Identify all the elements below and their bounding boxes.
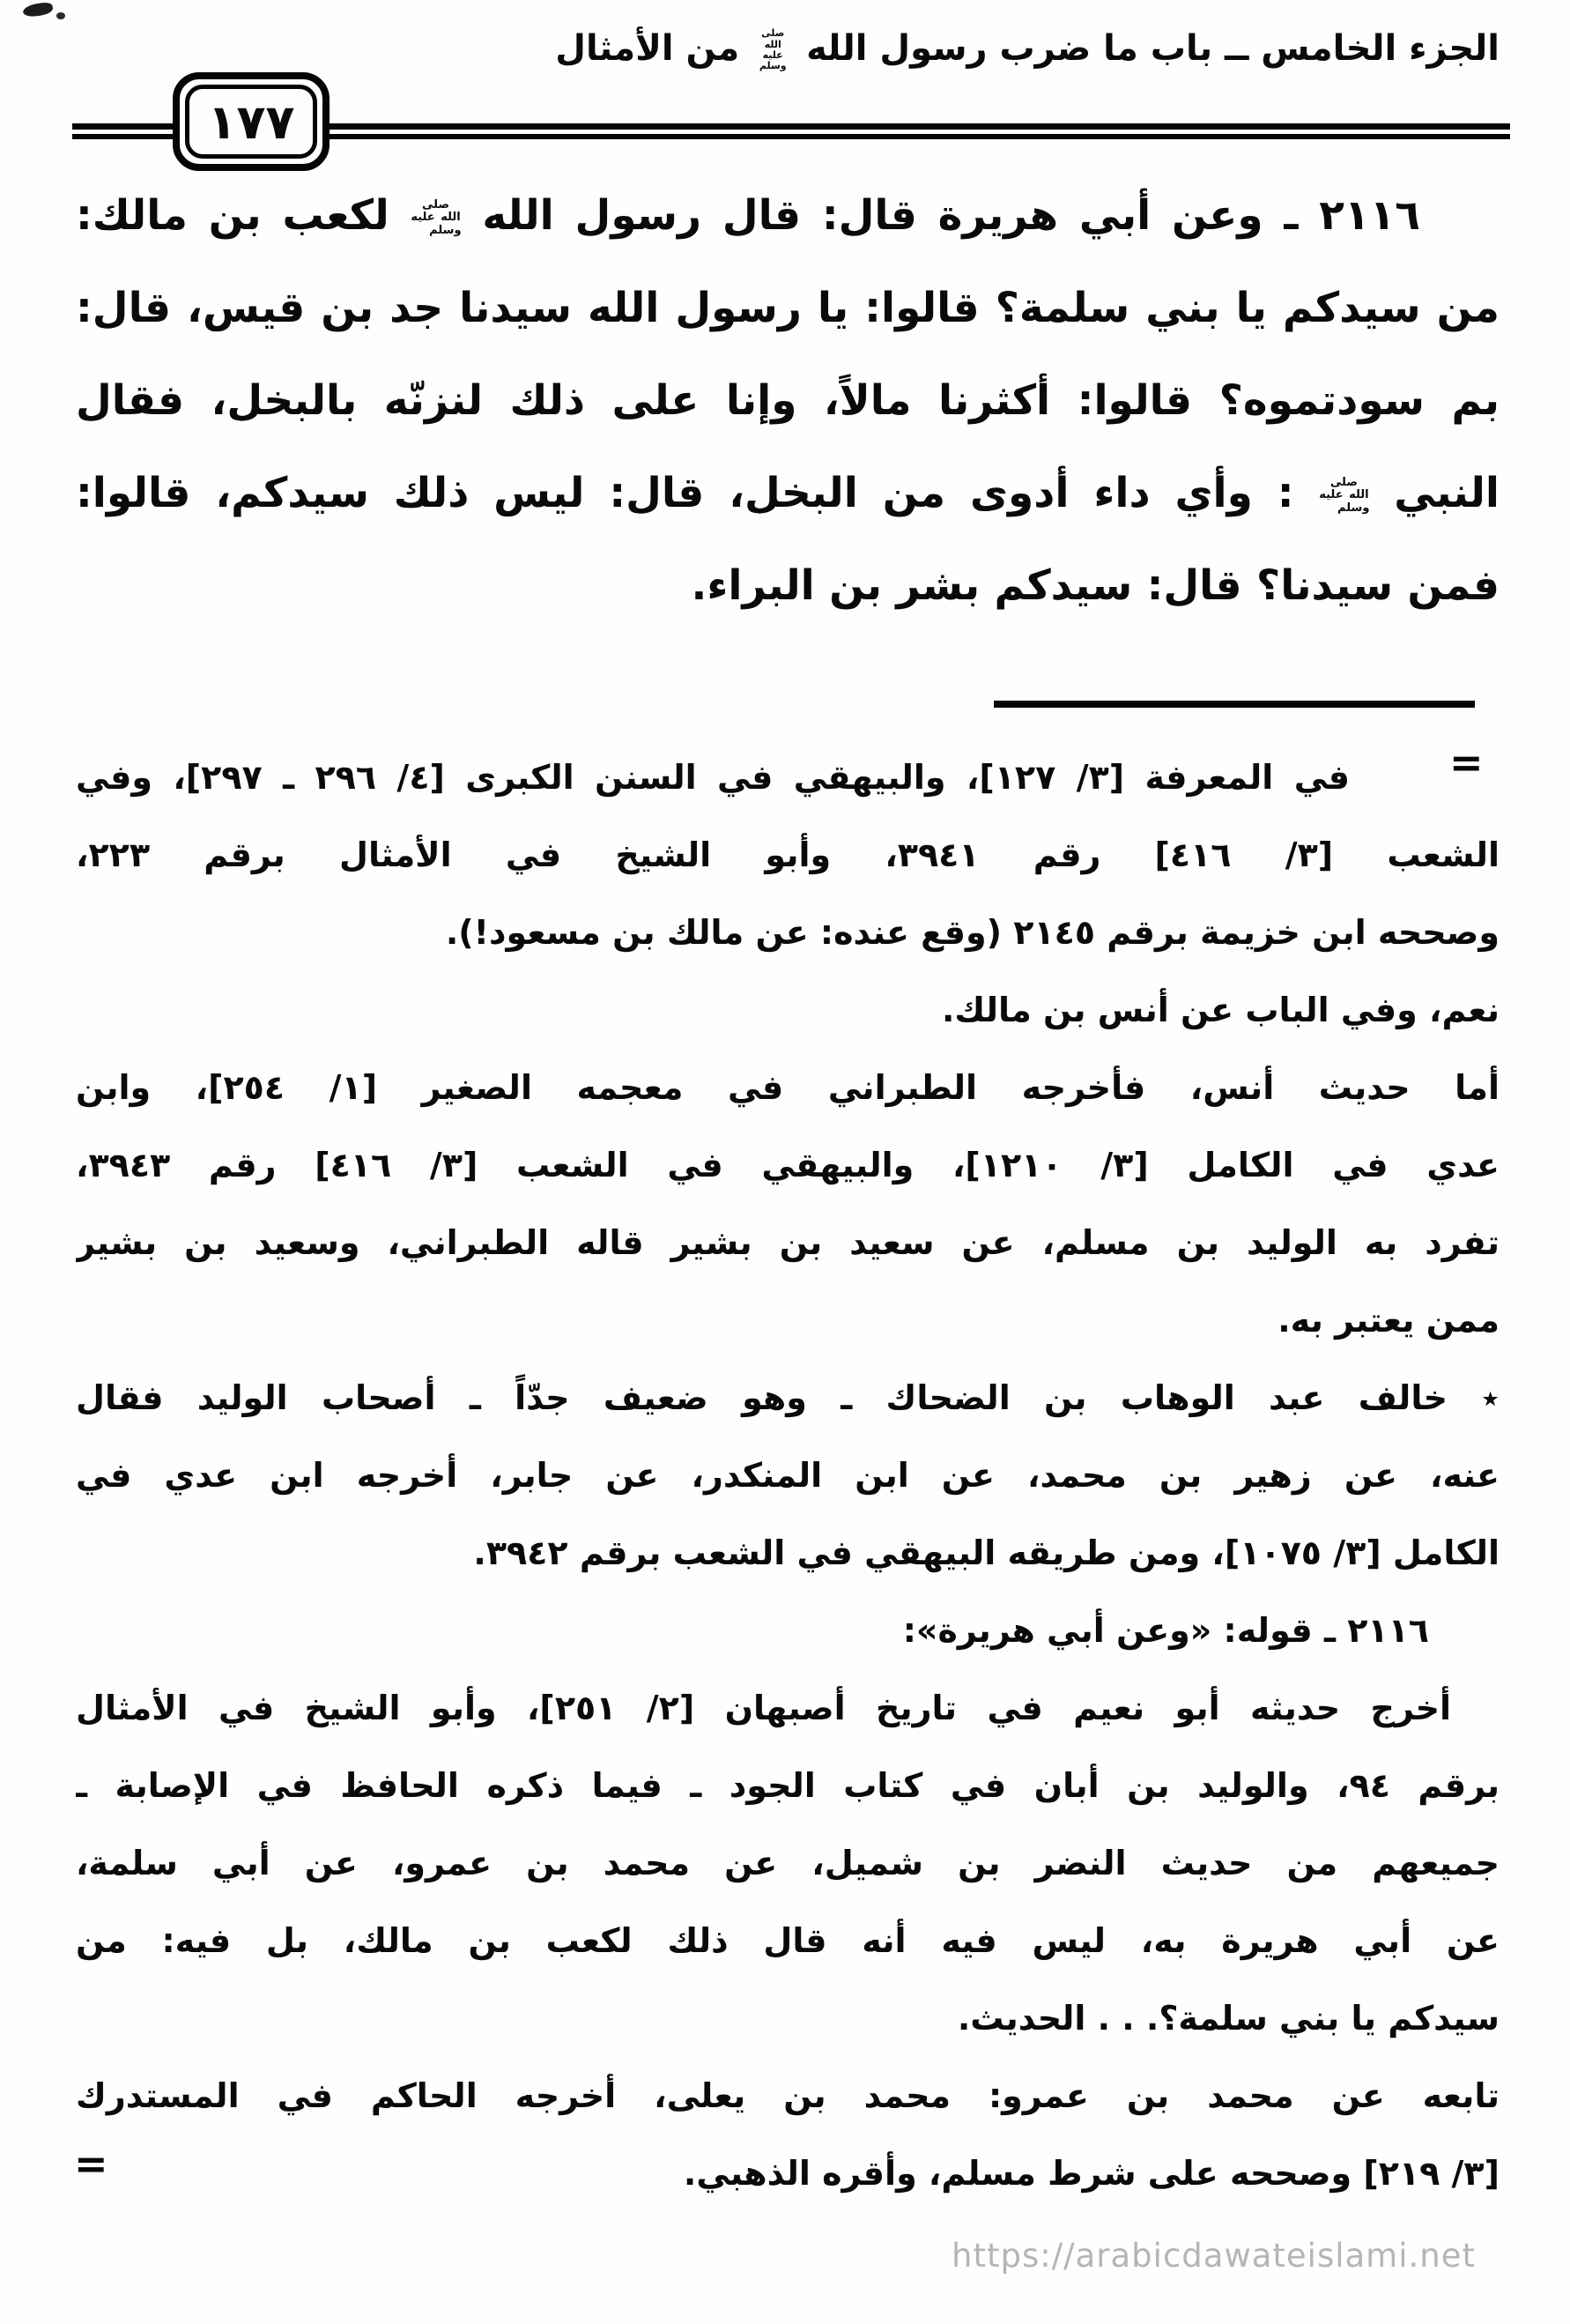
- footnote-line: عنه، عن زهير بن محمد، عن ابن المنكدر، عن جابر، أخرجه ابن عدي في: [76, 1456, 1500, 1495]
- footnote-line: أما حديث أنس، فأخرجه الطبراني في معجمه الصغير [١/ ٢٥٤]، وابن: [76, 1068, 1500, 1107]
- footnote-section: [76, 739, 1500, 2212]
- scan-speck: [22, 2, 54, 19]
- footnote-line: تابعه عن محمد بن عمرو: محمد بن يعلى، أخرجه الحاكم في المستدرك: [76, 2076, 1500, 2115]
- salawat-symbol: صلى الله عليه وسلم: [759, 27, 787, 72]
- footnote-line: الشعب [٣/ ٤١٦] رقم ٣٩٤١، وأبو الشيخ في الأمثال برقم ٢٢٣،: [76, 835, 1500, 874]
- page-number-badge: [173, 72, 330, 171]
- footnote-line: أخرج حديثه أبو نعيم في تاريخ أصبهان [٢/ ٢٥١]، وأبو الشيخ في الأمثال: [76, 1689, 1451, 1727]
- hadith-text: لكعب بن مالك:: [76, 191, 389, 240]
- footnote-line: سيدكم يا بني سلمة؟. . . الحديث.: [957, 1999, 1500, 2038]
- page-number-frame: [185, 85, 317, 159]
- hadith-line: [76, 354, 1500, 447]
- continuation-mark-bottom: =: [74, 2140, 108, 2187]
- chapter-header-text: الجزء الخامس ــ باب ما ضرب رسول الله: [806, 28, 1500, 69]
- hadith-text: النبي: [1394, 469, 1500, 517]
- continuation-mark-top: =: [1449, 739, 1484, 786]
- hadith-text: ٢١١٦ ـ وعن أبي هريرة قال: قال رسول الله: [482, 191, 1420, 240]
- footnote-line: تفرد به الوليد بن مسلم، عن سعيد بن بشير قاله الطبراني، وسعيد بن بشير: [76, 1223, 1500, 1262]
- hadith-text: بم سودتموه؟ قالوا: أكثرنا مالاً، وإنا على ذلك لنزنّه بالبخل، فقال: [76, 376, 1500, 425]
- footnote-line: [٣/ ٢١٩] وصححه على شرط مسلم، وأقره الذهبي.: [683, 2154, 1500, 2193]
- page-number: ١٧٧: [207, 93, 295, 150]
- hadith-line: [76, 262, 1500, 354]
- footnote-line: برقم ٩٤، والوليد بن أبان في كتاب الجود ـ فيما ذكره الحافظ في الإصابة ـ: [76, 1766, 1500, 1805]
- chapter-header: [264, 26, 1500, 72]
- footnote-line: جميعهم من حديث النضر بن شميل، عن محمد بن عمرو، عن أبي سلمة،: [76, 1844, 1500, 1882]
- footnote-line: ممن يعتبر به.: [1277, 1301, 1500, 1340]
- footnote-line: ٢١١٦ ـ قوله: «وعن أبي هريرة»:: [902, 1611, 1429, 1650]
- footnote-line: في المعرفة [٣/ ١٢٧]، والبيهقي في السنن الكبرى [٤/ ٢٩٦ ـ ٢٩٧]، وفي: [76, 758, 1351, 797]
- hadith-line: [76, 447, 1500, 539]
- salawat-symbol: صلى الله عليه وسلم: [411, 197, 462, 237]
- footnote-line: ٭ خالف عبد الوهاب بن الضحاك ـ وهو ضعيف جدّاً ـ أصحاب الوليد فقال: [76, 1378, 1500, 1417]
- scan-speck: [56, 12, 65, 19]
- hadith-text: من سيدكم يا بني سلمة؟ قالوا: يا رسول الله سيدنا جد بن قيس، قال:: [76, 284, 1500, 332]
- watermark-url: https://arabicdawateislami.net: [952, 2237, 1476, 2275]
- hadith-text: : وأي داء أدوى من البخل، قال: ليس ذلك سيدكم، قالوا:: [76, 469, 1294, 517]
- chapter-header-text-end: من الأمثال: [555, 28, 740, 69]
- footnote-line: عن أبي هريرة به، ليس فيه أنه قال ذلك لكعب بن مالك، بل فيه: من: [76, 1921, 1500, 1960]
- hadith-line: [76, 169, 1500, 262]
- footnote-divider: [994, 701, 1475, 708]
- hadith-body: [76, 169, 1500, 632]
- footnote-line: الكامل [٣/ ١٠٧٥]، ومن طريقه البيهقي في الشعب برقم ٣٩٤٢.: [473, 1533, 1500, 1572]
- footnote-line: عدي في الكامل [٣/ ١٢١٠]، والبيهقي في الشعب [٣/ ٤١٦] رقم ٣٩٤٣،: [76, 1146, 1500, 1184]
- footnote-line: نعم، وفي الباب عن أنس بن مالك.: [941, 991, 1500, 1029]
- hadith-text: فمن سيدنا؟ قال: سيدكم بشر بن البراء.: [691, 561, 1500, 610]
- footnote-line: وصححه ابن خزيمة برقم ٢١٤٥ (وقع عنده: عن مالك بن مسعود!).: [445, 913, 1500, 952]
- salawat-symbol: صلى الله عليه وسلم: [1319, 475, 1370, 515]
- hadith-line: [76, 539, 1500, 632]
